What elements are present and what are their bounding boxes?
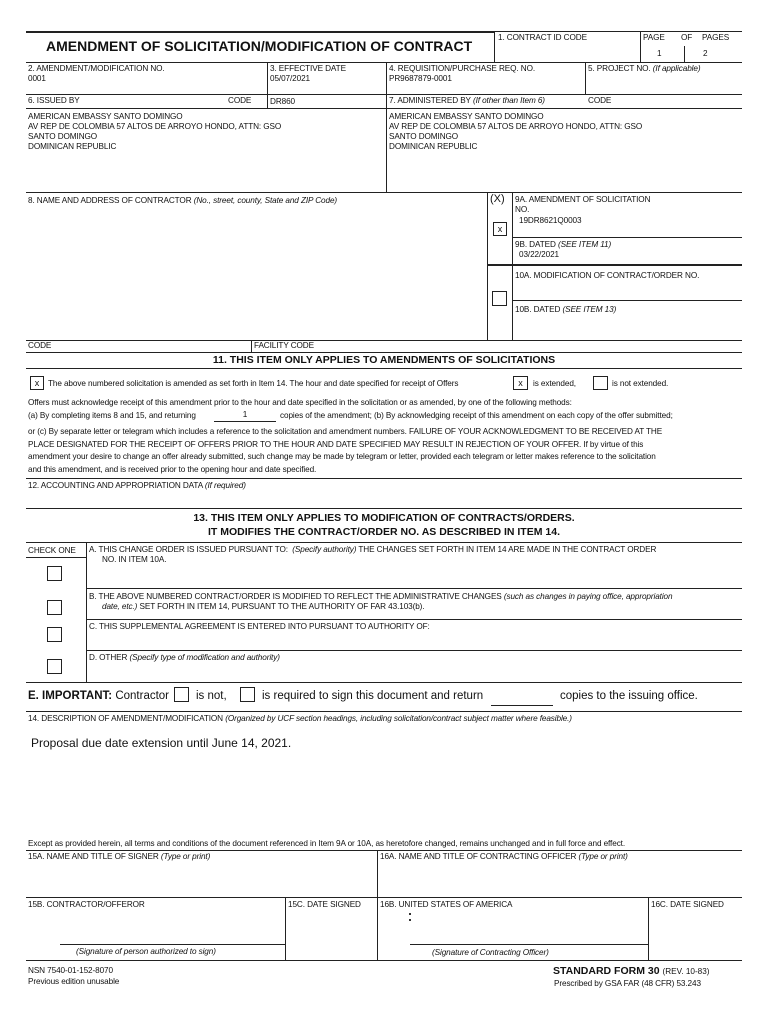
contract-id-label: 1. CONTRACT ID CODE: [498, 33, 587, 42]
rule-below-header: [26, 62, 742, 63]
item13a-text: A. THIS CHANGE ORDER IS ISSUED PURSUANT TO: (Specify authority) THE CHANGES SET FORTH IN ITEM 14 ARE MADE IN THE CONTRACT ORDER NO. IN ITEM 10A.: [89, 545, 657, 564]
issued-by-label: 6. ISSUED BY: [28, 96, 80, 105]
method-a-post: copies of the amendment; (b) By acknowledging receipt of this amendment on each copy of the offer submitted;: [280, 411, 673, 420]
issued-code-label: CODE: [228, 96, 252, 105]
item13b-checkbox[interactable]: [47, 600, 62, 615]
rule-except: [26, 850, 742, 851]
item9b-label: 9B. DATED (SEE ITEM 11): [515, 240, 612, 249]
item10a-label: 10A. MODIFICATION OF CONTRACT/ORDER NO.: [515, 271, 700, 280]
extended-label: is extended,: [533, 379, 576, 388]
item13-heading: [26, 512, 742, 539]
issued-code-value[interactable]: DR860: [270, 97, 295, 106]
is-not-checkbox[interactable]: [174, 687, 189, 702]
requisition-value[interactable]: PR9687879-0001: [389, 74, 452, 83]
item9b-value[interactable]: 03/22/2021: [519, 250, 559, 259]
not-extended-checkbox[interactable]: [593, 376, 608, 390]
header-divider: [494, 31, 495, 62]
administered-address-line: AV REP DE COLOMBIA 57 ALTOS DE ARROYO HONDO, ATTN: GSO: [389, 122, 643, 131]
rule-code: [26, 340, 742, 341]
amendment-no-value[interactable]: 0001: [28, 74, 46, 83]
rule-row3-label: [26, 108, 742, 109]
previous-edition-text: Previous edition unusable: [28, 977, 120, 986]
modification-checkbox[interactable]: [492, 291, 507, 306]
item13c-text: C. THIS SUPPLEMENTAL AGREEMENT IS ENTERED INTO PURSUANT TO AUTHORITY OF:: [89, 622, 430, 631]
is-required-checkbox[interactable]: [240, 687, 255, 702]
rule-item13-heading: [26, 542, 742, 543]
rule-item11: [26, 478, 742, 479]
rule-item13: [26, 682, 742, 683]
dot-mark: [409, 919, 411, 921]
form-title: AMENDMENT OF SOLICITATION/MODIFICATION OF CONTRACT: [46, 38, 473, 54]
row2-divider-3: [585, 62, 586, 94]
prescribed-text: Prescribed by GSA FAR (48 CFR) 53.243: [554, 979, 701, 988]
row2-divider-2: [386, 62, 387, 94]
copies-issuing-label: copies to the issuing office.: [560, 690, 698, 702]
method-a-pre: (a) By completing items 8 and 15, and returning: [28, 411, 196, 420]
rule-9a: [512, 237, 742, 238]
contractor-signature-caption: (Signature of person authorized to sign): [76, 947, 216, 956]
officer-signature-caption: (Signature of Contracting Officer): [432, 948, 549, 957]
issued-address: [28, 112, 281, 152]
row2-divider-1: [267, 62, 268, 94]
method-c-line: PLACE DESIGNATED FOR THE RECEIPT OF OFFERS PRIOR TO THE HOUR AND DATE SPECIFIED MAY RESULT IN REJECTION OF YOUR OFFER. If by virtue of this: [28, 439, 644, 449]
page-divider: [640, 31, 641, 62]
extended-checkbox[interactable]: x: [513, 376, 528, 390]
page-label: PAGE: [643, 33, 665, 42]
check-one-label: CHECK ONE: [28, 546, 76, 555]
amendment-no-label: 2. AMENDMENT/MODIFICATION NO.: [28, 64, 165, 73]
issued-address-line: DOMINICAN REPUBLIC: [28, 142, 117, 151]
item13b-text: B. THE ABOVE NUMBERED CONTRACT/ORDER IS MODIFIED TO REFLECT THE ADMINISTRATIVE CHANGES (such as changes in paying office, appropriation date, etc.) SET FORTH IN ITEM 14, PURSUANT TO THE AUTHORITY OF FAR 43.103(b).: [89, 592, 673, 611]
rule-10a: [512, 300, 742, 301]
dot-mark: [409, 913, 411, 915]
method-c-line: amendment your desire to change an offer already submitted, such change may be made by telegram or letter, provided each telegram or letter makes reference to the solicitation: [28, 452, 656, 462]
method-c-text: [28, 427, 742, 475]
important-label: E. IMPORTANT:: [28, 690, 113, 702]
header-top-rule-right: [494, 31, 742, 32]
requisition-label: 4. REQUISITION/PURCHASE REQ. NO.: [389, 64, 536, 73]
copies-count-field[interactable]: [214, 421, 276, 422]
administered-address-line: SANTO DOMINGO: [389, 132, 459, 141]
item14-description[interactable]: Proposal due date extension until June 14, 2021.: [31, 736, 292, 750]
item13a-line2: NO. IN ITEM 10A.: [102, 555, 167, 564]
item13-heading-line2: IT MODIFIES THE CONTRACT/ORDER NO. AS DESCRIBED IN ITEM 14.: [208, 525, 560, 538]
contractor-code-label: CODE: [28, 341, 52, 350]
administered-code-label: CODE: [588, 96, 612, 105]
date-signed-divider-2: [648, 897, 649, 960]
standard-form-label: STANDARD FORM 30: [553, 965, 660, 977]
item15b-label: 15B. CONTRACTOR/OFFEROR: [28, 900, 145, 909]
method-c-line: or (c) By separate letter or telegram which includes a reference to the solicitation and amendment numbers. FAILURE OF YOUR ACKNOWLEDGMENT TO BE RECEIVED AT THE: [28, 427, 663, 436]
rev-label: (REV. 10-83): [662, 967, 710, 976]
x-column-label: (X): [490, 193, 505, 205]
item14-label: 14. DESCRIPTION OF AMENDMENT/MODIFICATION (Organized by UCF section headings, including solicitation/contract subject matter where feasible.): [28, 714, 572, 723]
rule-row8: [26, 352, 742, 353]
item12-label: 12. ACCOUNTING AND APPROPRIATION DATA (If required): [28, 481, 246, 490]
rule-9b: [512, 264, 742, 266]
facility-divider: [251, 340, 252, 352]
amended-checkbox[interactable]: x: [30, 376, 44, 390]
offers-text: Offers must acknowledge receipt of this amendment prior to the hour and date specified in the solicitation or as amended, by one of the following methods:: [28, 398, 572, 407]
administered-address-line: AMERICAN EMBASSY SANTO DOMINGO: [389, 112, 544, 121]
project-no-label: 5. PROJECT NO. (If applicable): [588, 64, 701, 73]
check-one-divider: [86, 542, 87, 682]
important-contractor: Contractor: [115, 690, 170, 702]
rule-13a: [86, 588, 742, 589]
contractor-label: 8. NAME AND ADDRESS OF CONTRACTOR (No., street, county, State and ZIP Code): [28, 196, 338, 205]
page-value: 1: [657, 49, 662, 58]
issued-code-divider: [267, 94, 268, 108]
row8-divider-1: [487, 192, 488, 340]
item9a-label: 9A. AMENDMENT OF SOLICITATION: [515, 195, 651, 204]
item13d-checkbox[interactable]: [47, 659, 62, 674]
standard-form-line: [553, 965, 710, 978]
important-row: [28, 689, 169, 703]
row8-divider-2: [512, 192, 513, 340]
item16a-label: 16A. NAME AND TITLE OF CONTRACTING OFFICER (Type or print): [380, 852, 628, 861]
page-of-divider: [684, 46, 685, 62]
item15a-label: 15A. NAME AND TITLE OF SIGNER (Type or print): [28, 852, 211, 861]
contractor-signature-line[interactable]: [60, 944, 285, 945]
item16c-label: 16C. DATE SIGNED: [651, 900, 724, 909]
item10b-label: 10B. DATED (SEE ITEM 13): [515, 305, 617, 314]
item13a-checkbox[interactable]: [47, 566, 62, 581]
item15c-label: 15C. DATE SIGNED: [288, 900, 361, 909]
rule-15a: [26, 897, 742, 898]
item9a-no-label: NO.: [515, 205, 530, 214]
effective-date-value[interactable]: 05/07/2021: [270, 74, 310, 83]
rule-13b: [86, 619, 742, 620]
not-extended-label: is not extended.: [612, 379, 669, 388]
rule-item12: [26, 508, 742, 509]
copies-count: 1: [242, 410, 248, 419]
item13d-text: D. OTHER (Specify type of modification and authority): [89, 653, 280, 662]
method-c-line: and this amendment, and is received prior to the opening hour and date specified.: [28, 464, 317, 474]
copies-return-field[interactable]: [491, 705, 553, 706]
pages-label: PAGES: [702, 33, 730, 42]
issued-address-line: AV REP DE COLOMBIA 57 ALTOS DE ARROYO HONDO, ATTN: GSO: [28, 122, 282, 131]
rule-13c: [86, 650, 742, 651]
item16b-label: 16B. UNITED STATES OF AMERICA: [380, 900, 513, 909]
rule-row2: [26, 94, 742, 95]
rule-signature: [26, 960, 742, 961]
date-signed-divider-1: [285, 897, 286, 960]
item13c-checkbox[interactable]: [47, 627, 62, 642]
except-text: Except as provided herein, all terms and conditions of the document referenced in Item 9A or 10A, as heretofore changed, remains unchanged and in full force and effect.: [28, 839, 626, 848]
rule-9b-x: [487, 264, 512, 266]
of-label: OF: [681, 33, 693, 42]
is-not-label: is not,: [196, 690, 227, 702]
rule-item11-heading: [26, 368, 742, 369]
is-required-label: is required to sign this document and return: [262, 690, 484, 702]
administered-address-line: DOMINICAN REPUBLIC: [389, 142, 478, 151]
administered-by-label: 7. ADMINISTERED BY (If other than Item 6): [389, 96, 545, 105]
item9a-value[interactable]: 19DR8621Q0003: [519, 216, 582, 225]
issued-address-line: AMERICAN EMBASSY SANTO DOMINGO: [28, 112, 183, 121]
effective-date-label: 3. EFFECTIVE DATE: [270, 64, 346, 73]
nsn-text: NSN 7540-01-152-8070: [28, 966, 113, 975]
facility-code-label: FACILITY CODE: [254, 341, 314, 350]
officer-signature-line[interactable]: [410, 944, 648, 945]
amended-text: The above numbered solicitation is amended as set forth in Item 14. The hour and date specified for receipt of Offers: [48, 379, 459, 388]
amendment-checkbox[interactable]: x: [493, 222, 507, 236]
administered-address: [389, 112, 642, 152]
item13-heading-line1: 13. THIS ITEM ONLY APPLIES TO MODIFICATION OF CONTRACTS/ORDERS.: [193, 512, 575, 524]
item11-heading: 11. THIS ITEM ONLY APPLIES TO AMENDMENTS OF SOLICITATIONS: [212, 354, 556, 366]
pages-value: 2: [703, 49, 708, 58]
header-top-rule: [26, 31, 494, 33]
footer-center-divider: [377, 850, 378, 960]
issued-address-line: SANTO DOMINGO: [28, 132, 98, 141]
rule-row3: [26, 192, 742, 193]
rule-check-one: [26, 557, 86, 558]
rule-important: [26, 711, 742, 712]
